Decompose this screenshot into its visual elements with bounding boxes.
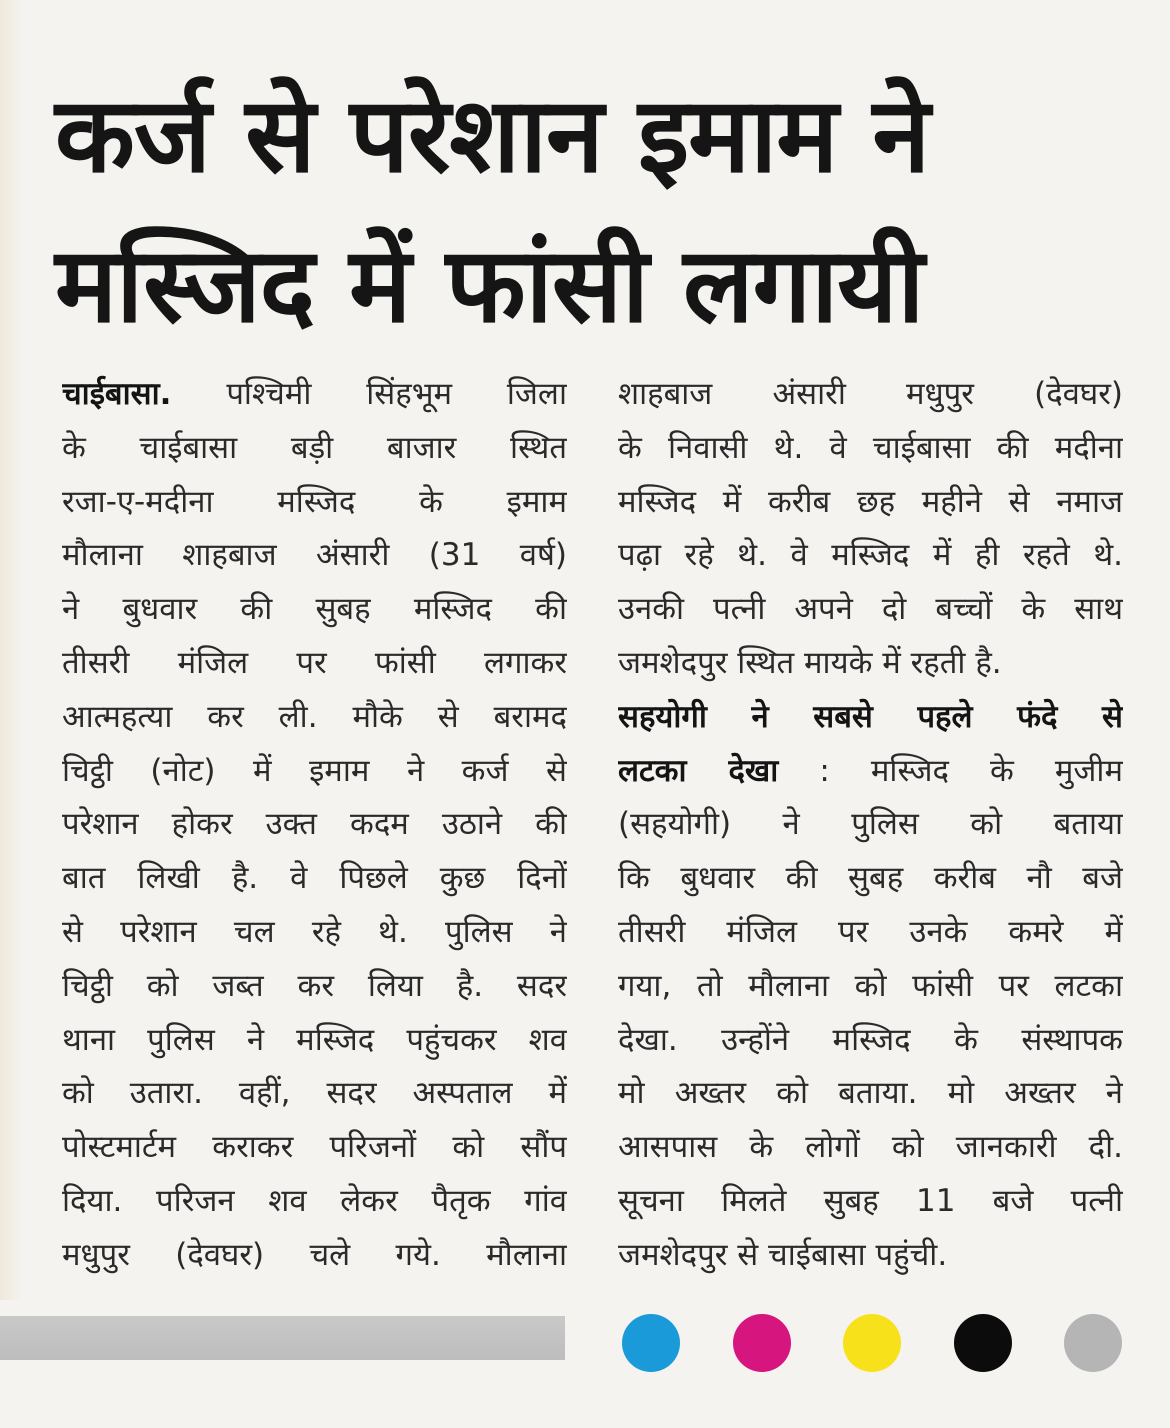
headline-line-2: मस्जिद में फांसी लगायी [55, 224, 924, 346]
yellow-registration-dot [843, 1314, 901, 1372]
article-line [618, 745, 1123, 799]
article-line: शाहबाज अंसारी मधुपुर (देवघर) [618, 376, 1123, 412]
article-line: मस्जिद में करीब छह महीने से नमाज [618, 483, 1123, 520]
article-line: कि बुधवार की सुबह करीब नौ बजे [618, 860, 1123, 897]
article-line: बात लिखी है. वे पिछले कुछ दिनों [62, 860, 567, 897]
dateline: चाईबासा. [62, 376, 172, 412]
article-line: चिट्ठी को जब्त कर लिया है. सदर [62, 967, 567, 1004]
subheading-end: लटका देखा [618, 752, 779, 789]
magenta-registration-dot [733, 1314, 791, 1372]
headline-line-1: कर्ज से परेशान इमाम ने [55, 74, 930, 196]
article-line: रजा-ए-मदीना मस्जिद के इमाम [62, 483, 567, 520]
article-line: उनकी पत्नी अपने दो बच्चों के साथ [618, 591, 1123, 628]
headline [55, 60, 1125, 360]
page-edge [0, 0, 22, 1300]
article-line: जमशेदपुर स्थित मायके में रहती है. [618, 644, 1002, 681]
cyan-registration-dot [622, 1314, 680, 1372]
article-line: मो अख्तर को बताया. मो अख्तर ने [618, 1075, 1123, 1112]
black-registration-dot [954, 1314, 1012, 1372]
article-line: मौलाना शाहबाज अंसारी (31 वर्ष) [62, 537, 567, 574]
article-column-right [618, 368, 1123, 1283]
article-line: ने बुधवार की सुबह मस्जिद की [62, 591, 567, 628]
article-line: परेशान होकर उक्त कदम उठाने की [62, 806, 567, 843]
article-line: मधुपुर (देवघर) चले गये. मौलाना [62, 1236, 567, 1273]
article-line: तीसरी मंजिल पर उनके कमरे में [618, 913, 1123, 950]
article-line: को उतारा. वहीं, सदर अस्पताल में [62, 1075, 567, 1112]
article-line [62, 368, 567, 422]
article-text: पश्चिमी सिंहभूम जिला [226, 376, 567, 412]
article-line: के निवासी थे. वे चाईबासा की मदीना [618, 429, 1123, 466]
article-line: के चाईबासा बड़ी बाजार स्थित [62, 429, 567, 466]
subheading: सहयोगी ने सबसे पहले फंदे से [618, 698, 1123, 735]
print-margin-bar [0, 1316, 565, 1360]
article-line: पढ़ा रहे थे. वे मस्जिद में ही रहते थे. [618, 537, 1123, 574]
article-text: : मस्जिद के मुजीम [778, 752, 1123, 789]
article-line: दिया. परिजन शव लेकर पैतृक गांव [62, 1182, 567, 1219]
article-line: (सहयोगी) ने पुलिस को बताया [618, 806, 1123, 843]
article-line: आत्महत्या कर ली. मौके से बरामद [62, 698, 567, 735]
article-line: थाना पुलिस ने मस्जिद पहुंचकर शव [62, 1021, 567, 1058]
article-line: जमशेदपुर से चाईबासा पहुंची. [618, 1236, 948, 1273]
article-line: चिट्ठी (नोट) में इमाम ने कर्ज से [62, 752, 567, 789]
article-column-left [62, 368, 567, 1283]
article-line: पोस्टमार्टम कराकर परिजनों को सौंप [62, 1129, 567, 1166]
article-line: आसपास के लोगों को जानकारी दी. [618, 1129, 1123, 1166]
article-line: सूचना मिलते सुबह 11 बजे पत्नी [618, 1182, 1123, 1219]
gray-registration-dot [1064, 1314, 1122, 1372]
article-line: से परेशान चल रहे थे. पुलिस ने [62, 913, 567, 950]
article-line: तीसरी मंजिल पर फांसी लगाकर [62, 644, 567, 681]
article-line: देखा. उन्होंने मस्जिद के संस्थापक [618, 1021, 1123, 1058]
article-line: गया, तो मौलाना को फांसी पर लटका [618, 967, 1123, 1004]
